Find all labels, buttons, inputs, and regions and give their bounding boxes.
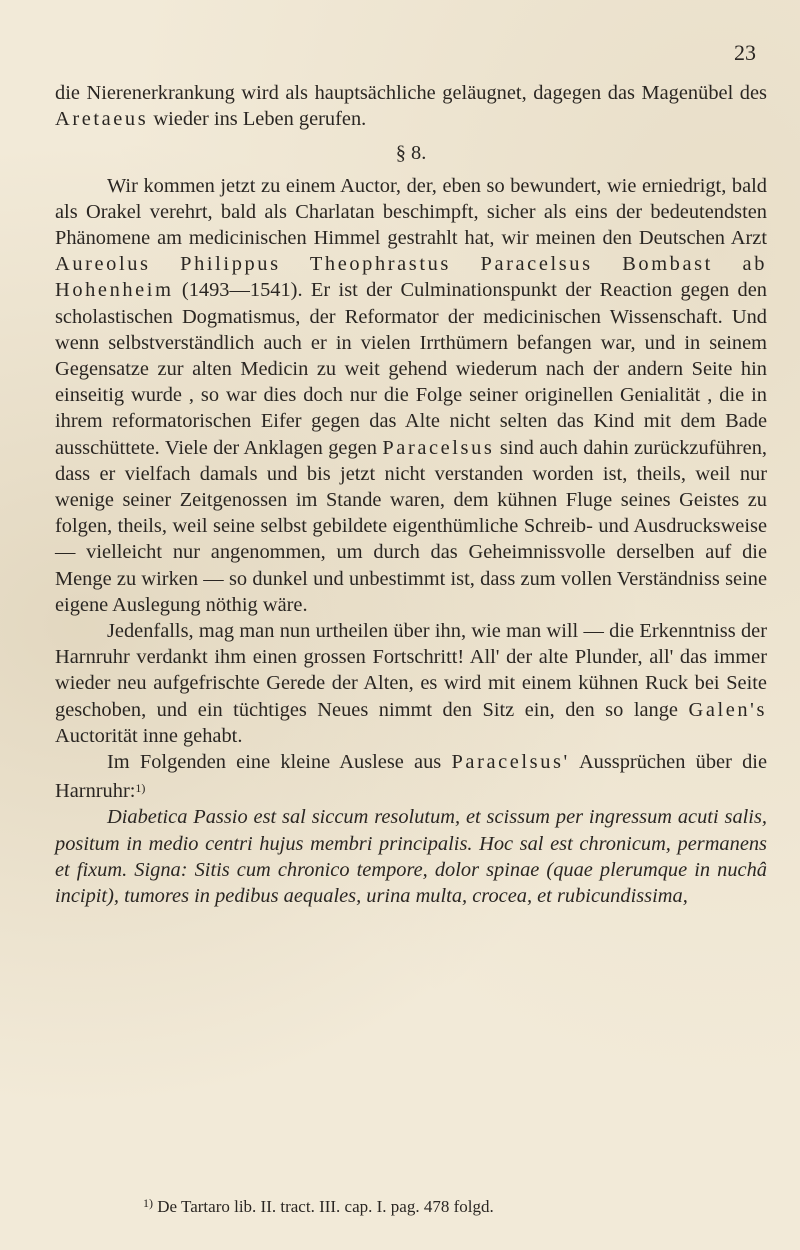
author-name-paracelsus-full: Aureolus Philippus Theophrastus Paracelsus Bombast ab Hohenheim: [55, 253, 767, 302]
paragraph-harnruhr: [55, 618, 767, 749]
paragraph-paracelsus-intro: [55, 173, 767, 618]
text-run: Jedenfalls, mag man nun urtheilen über ihn, wie man will — die Erkenntniss der Harnruhr verdankt ihm einen grossen Fortschritt! All' der alte Plunder, all' das immer wieder neu aufgefrischte Gerede der Alten, es wird mit einem kühnen Ruck bei Seite geschoben, und ein tüchtiges Neues nimmt den Sitz ein, den so lange: [55, 620, 767, 721]
paragraph-opening: [55, 80, 767, 132]
text-run: Auctorität inne gehabt.: [55, 724, 243, 747]
author-name-paracelsus-genitive: Paracelsus': [451, 751, 570, 774]
text-run: sind auch dahin zurückzuführen, dass er vielfach damals und bis jetzt nicht verstanden worden ist, theils, weil nur wenige seiner Zeitgenossen im Stande waren, dem kühnen Fluge seines Geistes zu folgen, theils, weil seine selbst gebildete eigenthümliche Schreib- und Ausdrucksweise — vielleicht nur angenommen, um durch das Geheimnissvolle derselben auf die Menge zu wirken — so dunkel und unbestimmt ist, dass zum vollen Verständniss seine eigene Auslegung nöthig wäre.: [55, 436, 767, 616]
text-run: Im Folgenden eine kleine Auslese aus: [107, 751, 442, 774]
body-text: [55, 80, 767, 909]
author-name-galen: Galen's: [688, 698, 767, 721]
text-run: Aussprüchen über die Harnruhr:: [55, 751, 767, 803]
page-number: 23: [734, 40, 756, 65]
text-run: Wir kommen jetzt zu einem Auctor, der, eben so bewundert, wie erniedrigt, bald als Orakel verehrt, bald als Charlatan beschimpft, sicher als eins der bedeutendsten Phänomene am medicinischen Himmel gestrahlt hat, wir meinen den Deutschen Arzt: [55, 174, 767, 250]
latin-quotation: Diabetica Passio est sal siccum resolutum, et scissum per ingressum acuti salis, positum in medio centri hujus membri principalis. Hoc sal est chronicum, permanens et fixum. Signa: Sitis cum chronico tempore, dolor spinae (quae plerumque in nuchâ incipit), tumores in pedibus aequales, urina multa, crocea, et rubicundissima,: [55, 806, 767, 908]
text-run: die Nierenerkrankung wird als hauptsächliche geläugnet, dagegen das Magenübel des: [55, 82, 767, 104]
text-run: wieder ins Leben gerufen.: [153, 108, 367, 131]
text-run: (1493—1541). Er ist der Culminationspunkt der Reaction gegen den scholastischen Dogmatismus, der Reformator der medicinischen Wissenschaft. Und wenn selbstverständlich auch er in vielen Irrthümern befangen war, und in seinem Gegensatze zur alten Medicin zu weit gehend wiederum nach der andern Seite hin einseitig wurde , so war dies doch nur die Folge seiner originellen Genialität , die in ihrem reformatorischen Eifer gegen das Alte nicht selten das Kind mit dem Bade ausschüttete. Viele der Anklagen gegen: [55, 279, 767, 459]
author-name-paracelsus: Paracelsus: [382, 436, 495, 459]
author-name-aretaeus: Aretaeus: [55, 108, 149, 131]
footnote: [143, 1192, 763, 1218]
section-heading: § 8.: [395, 142, 427, 165]
footnote-marker: 1): [143, 1196, 153, 1210]
paragraph-auslese: [55, 749, 767, 804]
footnote-reference: 1): [135, 781, 146, 796]
footnote-text: De Tartaro lib. II. tract. III. cap. I. pag. 478 folgd.: [157, 1197, 494, 1216]
